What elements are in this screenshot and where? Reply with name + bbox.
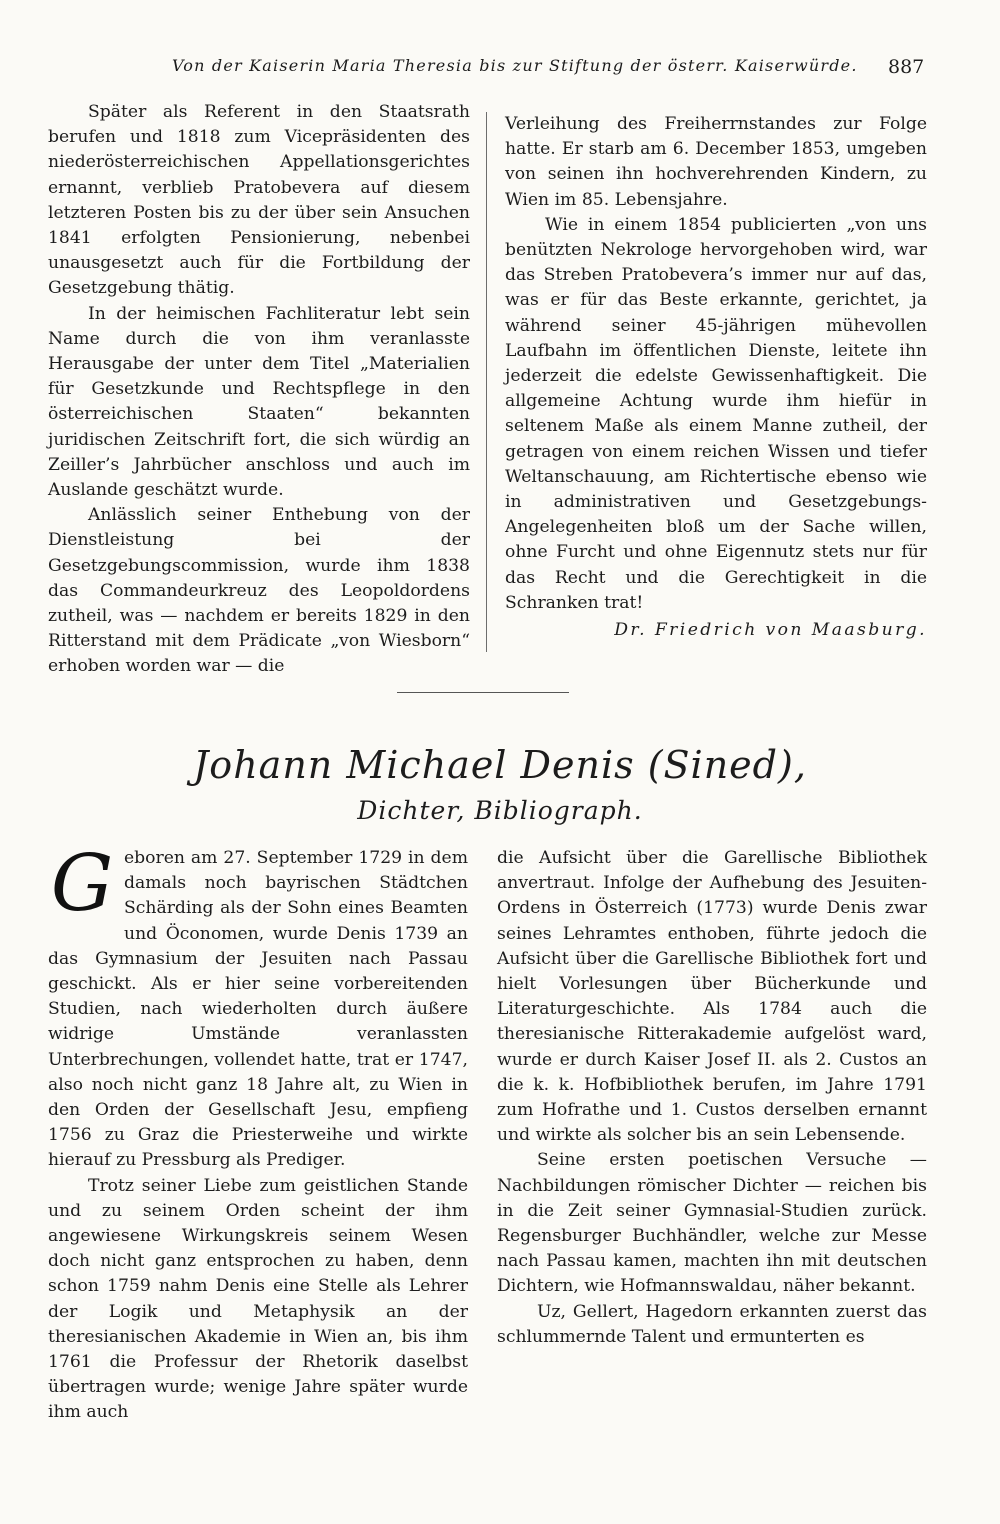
paragraph: In der heimischen Fachliteratur lebt sein Name durch die von ihm veranlasste Herausgabe der unter dem Titel „Materialien für Gesetzkunde und Rechtspflege in den österreichischen Staaten“ bekannten juridischen Zeitschrift fort, die sich würdig an Zeiller’s Jahrbücher anschloss und auch im Auslande geschätzt wurde.	[48, 303, 470, 501]
column-divider	[486, 112, 487, 652]
running-title: Von der Kaiserin Maria Theresia bis zur Stiftung der österr. Kaiserwürde.	[172, 56, 858, 75]
paragraph: Später als Referent in den Staatsrath berufen und 1818 zum Vicepräsidenten des niederösterreichischen Appellationsgerichtes ernannt, verblieb Pratobevera auf diesem letzteren Posten bis zu der über sein Ansuchen 1841 erfolgten Pensionierung, nebenbei unausgesetzt auch für die Fortbildung der Gesetzgebung thätig.	[48, 102, 470, 299]
paragraph: Wie in einem 1854 publicierten „von uns benützten Nekrologe hervorgehoben wird, war das Streben Pratobevera’s immer nur auf das, was er für das Beste erkannte, gerichtet, ja während seiner 45-jährigen mühevollen Laufbahn im öffentlichen Dienste, leitete ihn jederzeit die edelste Gewissenhaftigkeit. Die allgemeine Achtung wurde ihm hiefür in seltenem Maße als einem Manne zutheil, der getragen von einem reichen Wissen und tiefer Weltanschauung, am Richtertische ebenso wie in administrativen und Gesetzgebungs-Angelegenheiten bloß um der Sache willen, ohne Furcht und ohne Eigennutz stets nur für das Recht und die Gerechtigkeit in die Schranken trat!	[505, 214, 927, 613]
drop-cap: G	[50, 839, 114, 929]
paragraph: eboren am 27. September 1729 in dem damals noch bayrischen Städtchen Schärding als der Sohn eines Beamten und Öconomen, wurde Denis 1739 an das Gymnasium der Jesuiten nach Passau geschickt. Als er hier seine vorbereitenden Studien, nach wiederholten durch äußere widrige Umstände veranlassten Unterbrechungen, vollendet hatte, trat er 1747, also noch nicht ganz 18 Jahre alt, zu Wien in den Orden der Gesellschaft Jesu, empfieng 1756 zu Graz die Priesterweihe und wirkte hierauf zu Pressburg als Prediger.	[48, 848, 468, 1171]
author-signature: Dr. Friedrich von Maasburg.	[614, 620, 927, 641]
page-number: 887	[888, 56, 925, 78]
paragraph: Seine ersten poetischen Versuche — Nachbildungen römischer Dichter — reichen bis in die Zeit seiner Gymnasial-Studien zurück. Regensburger Buchhändler, welche zur Messe nach Passau kamen, machten ihn mit deutschen Dichtern, wie Hofmannswaldau, näher bekannt.	[497, 1150, 927, 1297]
article-right-column	[497, 846, 927, 1350]
article-subtitle: Dichter, Bibliograph.	[357, 796, 643, 825]
paragraph: Trotz seiner Liebe zum geistlichen Stande und zu seinem Orden scheint der ihm angewiesene Wirkungskreis seinem Wesen doch nicht ganz entsprochen zu haben, denn schon 1759 nahm Denis eine Stelle als Lehrer der Logik und Metaphysik an der theresianischen Akademie in Wien an, bis ihm 1761 die Professur der Rhetorik daselbst übertragen wurde; wenige Jahre später wurde ihm auch	[48, 1175, 468, 1423]
previous-article-right-column	[505, 112, 927, 643]
article-left-column	[48, 839, 468, 1426]
paragraph: Anlässlich seiner Enthebung von der Dienstleistung bei der Gesetzgebungscommission, wurde ihm 1838 das Commandeurkreuz des Leopoldordens zutheil, was — nachdem er bereits 1829 in den Ritterstand mit dem Prädicate „von Wiesborn“ erhoben worden war — die	[48, 505, 470, 677]
paragraph: die Aufsicht über die Garellische Bibliothek anvertraut. Infolge der Aufhebung des Jesuiten-Ordens in Österreich (1773) wurde Denis zwar seines Lehramtes enthoben, führte jedoch die Aufsicht über die Garellische Bibliothek fort und hielt Vorlesungen über Bücherkunde und Literaturgeschichte. Als 1784 auch die theresianische Ritterakademie aufgelöst ward, wurde er durch Kaiser Josef II. als 2. Custos an die k. k. Hofbibliothek berufen, im Jahre 1791 zum Hofrathe und 1. Custos derselben ernannt und wirkte als solcher bis an sein Lebensende.	[497, 848, 927, 1146]
previous-article-left-column	[48, 100, 470, 680]
paragraph: Verleihung des Freiherrnstandes zur Folge hatte. Er starb am 6. December 1853, umgeben von seinen ihn hochverehrenden Kindern, zu Wien im 85. Lebensjahre.	[505, 114, 927, 210]
paragraph: Uz, Gellert, Hagedorn erkannten zuerst das schlummernde Talent und ermunterten es	[497, 1301, 927, 1347]
article-separator-rule	[397, 692, 569, 693]
article-title: Johann Michael Denis (Sined),	[193, 743, 807, 787]
